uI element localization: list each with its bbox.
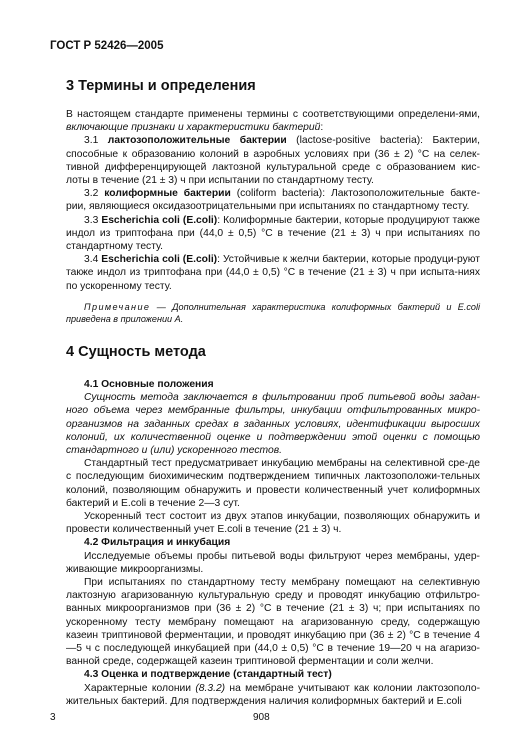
standard-header: ГОСТ Р 52426—2005 [50, 40, 164, 52]
term-3-3: 3.3 Escherichia coli (E.coli): Колиформные бактерии, которые продуцируют также индол из триптофана при (44,0 ± 0,5) °С в течение (21 ± 3) ч при испытаниях по стандартному тесту. [66, 214, 480, 253]
paragraph: Исследуемые объемы пробы питьевой воды фильтруют через мембраны, удер-живающие микроорганизмы. [66, 550, 480, 575]
subsection-4-1-title: 4.1 Основные положения [84, 379, 214, 390]
subsection-4-3-title: 4.3 Оценка и подтверждение (стандартный тест) [84, 669, 332, 681]
paragraph: Характерные колонии (8.3.2) на мембране учитывают как колонии лактозополо-жительных бактерий. Для подтверждения наличия колиформных бактерий и E.coli [66, 682, 481, 707]
paragraph: Сущность метода заключается в фильтровании проб питьевой воды задан-ного объема через мембранные фильтры, инкубации отфильтрованных микро-организмов на заданных средах в заданных условиях, идентификации выросших колоний, их количественной оценке и подтверждении этой оценки с помощью стандартного и (или) ускоренного тестов. [66, 392, 480, 457]
page-number: 3 [50, 712, 56, 723]
paragraph: Стандартный тест предусматривает инкубацию мембраны на селективной сре-де с последующим биохимическим подтверждением типичных лактозоположи-тельных колоний, позволяющим обнаружить и провести количественный учет колиформных бактерий и E.coli в течение 2—3 сут. [66, 458, 480, 509]
section-3-title: 3 Термины и определения [66, 78, 256, 94]
section-4-body [66, 378, 480, 708]
term-3-1: 3.1 лактозоположительные бактерии (lactose-positive bacteria): Бактерии, способные к образованию колоний в аэробных условиях при (36 ± 2) °С на селек-тивной дифференцирующей лактозной культуральной среде с образованием кис-лоты в течение (21 ± 3) ч при испытании по стандартному тесту. [66, 135, 480, 187]
term-3-4: 3.4 Escherichia coli (E.coli): Устойчивые к желчи бактерии, которые продуци-руют также индол из триптофана при (44,0 ± 0,5) °С в течение (21 ± 3) ч при испыта-ниях по ускоренному тесту. [66, 254, 480, 292]
section-4-title: 4 Сущность метода [66, 344, 206, 360]
term-3-2: 3.2 колиформные бактерии (coliform bacteria): Лактозоположительные бакте-рии, являющиеся оксидазоотрицательными при испытаниях по стандартному тесту. [66, 188, 480, 213]
section-3-body [66, 108, 480, 325]
subsection-4-2-title: 4.2 Фильтрация и инкубация [84, 537, 231, 549]
note: Примечание — Дополнительная характеристика колиформных бактерий и E.coli приведена в приложении А. [66, 301, 480, 324]
paragraph: При испытаниях по стандартному тесту мембрану помещают на селективную лактозную агаризованную культуральную среду и проводят инкубацию отфильтро-ванных микроорганизмов при (36 ± 2) °С в течение (21 ± 3) ч; при испытаниях по ускоренному тесту мембрану помещают на агаризованную среду, содержащую казеин триптиновой ферментации, и проводят инкубацию при (36 ± 2) °С в течение 4—5 ч с последующей инкубацией при (44,0 ± 0,5) °С в течение 19—20 ч на агаризо-ванной среде, содержащей казеин триптиновой ферментации и соли желчи. [66, 577, 480, 668]
footer-code: 908 [253, 712, 270, 723]
paragraph: Ускоренный тест состоит из двух этапов инкубации, позволяющих обнаружить и провести количественный учет E.coli в течение (21 ± 3) ч. [66, 511, 480, 536]
section-3-intro: В настоящем стандарте применены термины с соответствующими определени-ями, включающие признаки и характеристики бактерий: [66, 109, 480, 134]
